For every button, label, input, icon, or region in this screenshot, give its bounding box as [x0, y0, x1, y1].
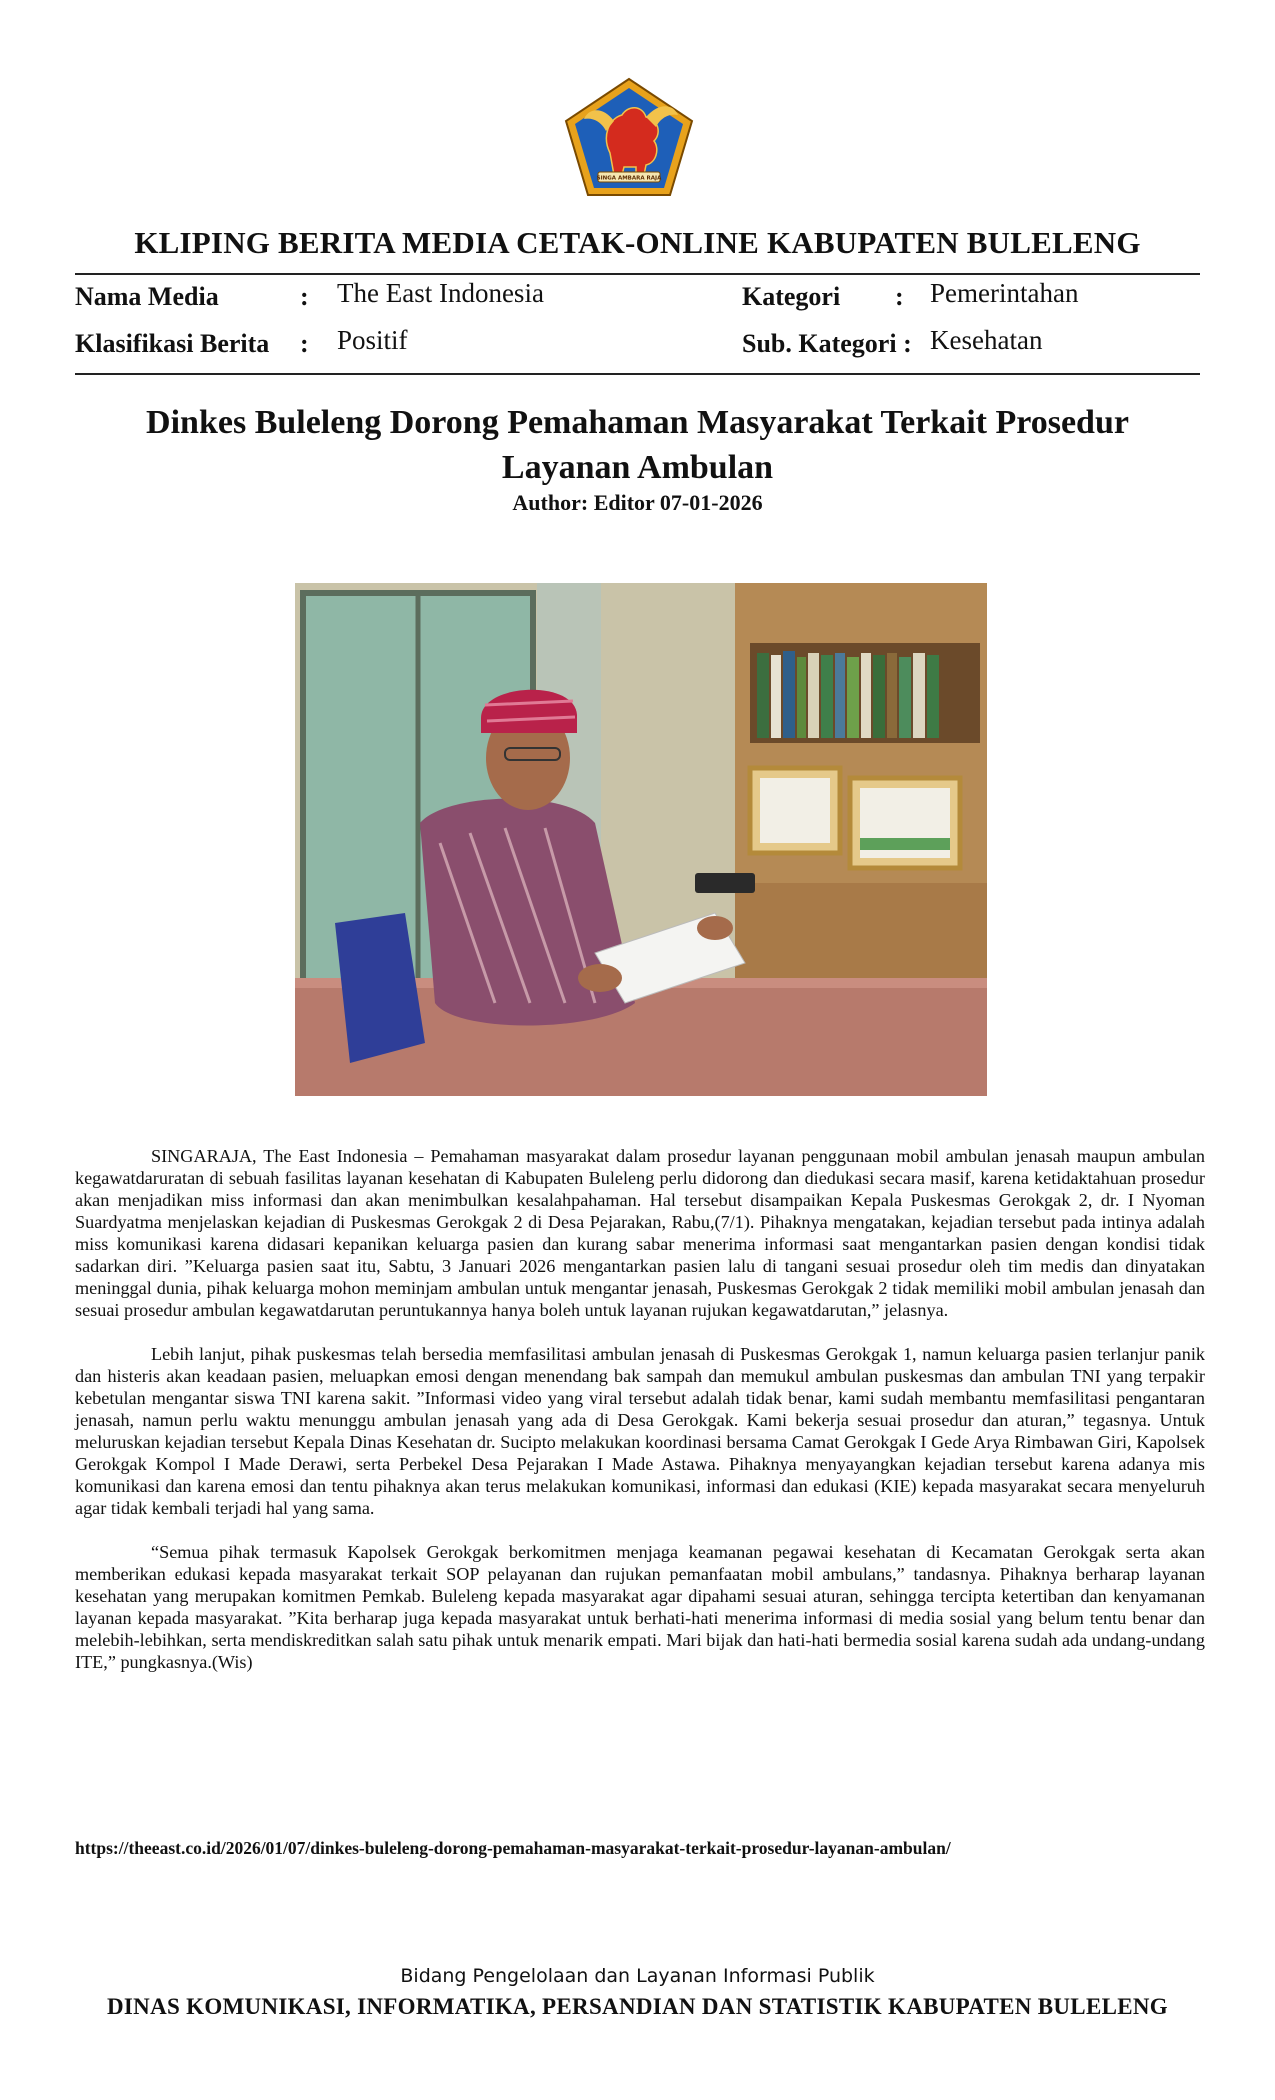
sub-kategori-label: Sub. Kategori : — [742, 329, 912, 358]
article-paragraph-1: SINGARAJA, The East Indonesia – Pemahaman masyarakat dalam prosedur layanan penggunaan mobil ambulan jenasah maupun ambulan kegawatdaruratan di sebuah fasilitas layanan kesehatan di Kabupaten Buleleng perlu didorong dan diedukasi secara masif, karena ketidaktahuan prosedur akan menjadikan miss informasi dan akan menimbulkan kesalahpahaman. Hal tersebut disampaikan Kepala Puskesmas Gerokgak 2, dr. I Nyoman Suardyatma menjelaskan kejadian di Puskesmas Gerokgak 2 di Desa Pejarakan, Rabu,(7/1). Pihaknya mengatakan, kejadian tersebut pada intinya adalah miss komunikasi karena didasari kepanikan keluarga pasien dan kurang sabar menerima informasi saat mengantarkan pasien dengan kondisi tidak sadarkan diri. ”Keluarga pasien saat itu, Sabtu, 3 Januari 2026 mengantarkan pasien lalu di tangani sesuai prosedur oleh tim medis dan dinyatakan meninggal dunia, pihak keluarga mohon meminjam ambulan untuk mengantar jenasah, Puskesmas Gerokgak 2 tidak memiliki mobil ambulan jenasah dan sesuai prosedur ambulan kegawatdarutan peruntukannya hanya boleh untuk layanan rujukan kegawatdarutan,” jelasnya. — [75, 1146, 1205, 1320]
klasifikasi-colon: : — [300, 329, 309, 358]
meta-row-media — [75, 276, 1200, 316]
article-body — [75, 1145, 1205, 1695]
klasifikasi-value: Positif — [337, 325, 408, 355]
source-link[interactable]: https://theeast.co.id/2026/01/07/dinkes-buleleng-dorong-pemahaman-masyarakat-terkait-prosedur-layanan-ambulan/ — [75, 1838, 951, 1858]
header-rule-bottom — [75, 373, 1200, 375]
kliping-header-title: KLIPING BERITA MEDIA CETAK-ONLINE KABUPATEN BULELENG — [134, 225, 1141, 260]
footer-subtitle: Bidang Pengelolaan dan Layanan Informasi Publik — [400, 1965, 875, 1987]
meta-row-klasifikasi — [75, 323, 1200, 363]
kategori-value: Pemerintahan — [930, 278, 1079, 308]
nama-media-colon: : — [300, 282, 309, 311]
kabupaten-buleleng-logo — [562, 75, 696, 201]
nama-media-value: The East Indonesia — [337, 278, 544, 308]
article-photo — [295, 583, 987, 1096]
article-paragraph-2: Lebih lanjut, pihak puskesmas telah bersedia memfasilitasi ambulan jenasah di Puskesmas Gerokgak 1, namun keluarga pasien terlanjur panik dan histeris akan keadaan pasien, meluapkan emosi dengan menendang bak sampah dan memukul ambulan puskesmas dan ambulan TNI yang terpakir kebetulan mengantar siswa TNI karena sakit. ”Informasi video yang viral tersebut adalah tidak benar, kami sudah membantu memfasilitasi pengantaran jenasah, namun perlu waktu menunggu ambulan jenasah yang ada di Desa Gerokgak. Kami bekerja sesuai prosedur dan aturan,” tegasnya. Untuk meluruskan kejadian tersebut Kepala Dinas Kesehatan dr. Sucipto melakukan koordinasi bersama Camat Gerokgak I Gede Arya Rimbawan Giri, Kapolsek Gerokgak Kompol I Made Derawi, serta Perbekel Desa Pejarakan I Made Astawa. Pihaknya menyayangkan kejadian tersebut karena adanya mis komunikasi dan karena emosi dan tentu pihaknya akan terus melakukan komunikasi, informasi dan edukasi (KIE) kepada masyarakat secara menyeluruh agar tidak kembali terjadi hal yang sama. — [75, 1344, 1205, 1518]
kategori-colon: : — [895, 282, 904, 311]
klasifikasi-label: Klasifikasi Berita — [75, 329, 270, 358]
official-reading-document-photo-icon — [295, 583, 987, 1096]
logo-motto: SINGA AMBARA RAJA — [596, 175, 662, 182]
header-rule-top — [75, 273, 1200, 275]
kategori-label: Kategori — [742, 282, 841, 311]
article-author-date: Author: Editor 07-01-2026 — [512, 490, 763, 515]
footer-agency-name: DINAS KOMUNIKASI, INFORMATIKA, PERSANDIAN DAN STATISTIK KABUPATEN BULELENG — [107, 1994, 1168, 2019]
nama-media-label: Nama Media — [75, 282, 219, 311]
singa-ambara-raja-emblem-icon — [562, 75, 696, 201]
sub-kategori-value: Kesehatan — [930, 325, 1043, 355]
article-paragraph-3: “Semua pihak termasuk Kapolsek Gerokgak berkomitmen menjaga keamanan pegawai kesehatan di Kecamatan Gerokgak serta akan memberikan edukasi kepada masyarakat terkait SOP pelayanan dan rujukan pemanfaatan mobil ambulans,” tandasnya. Pihaknya berharap layanan kesehatan yang merupakan komitmen Pemkab. Buleleng kepada masyarakat agar dipahami sesuai aturan, sehingga tercipta ketertiban dan kenyamanan layanan kepada masyarakat. ”Kita berharap juga kepada masyarakat untuk berhati-hati menerima informasi di media sosial yang belum tentu benar dan melebih-lebihkan, serta mendiskreditkan salah satu pihak untuk menarik empati. Mari bijak dan hati-hati bermedia sosial karena sudah ada undang-undang ITE,” pungkasnya.(Wis) — [75, 1542, 1205, 1672]
article-title: Dinkes Buleleng Dorong Pemahaman Masyarakat Terkait Prosedur Layanan Ambulan — [146, 404, 1129, 486]
